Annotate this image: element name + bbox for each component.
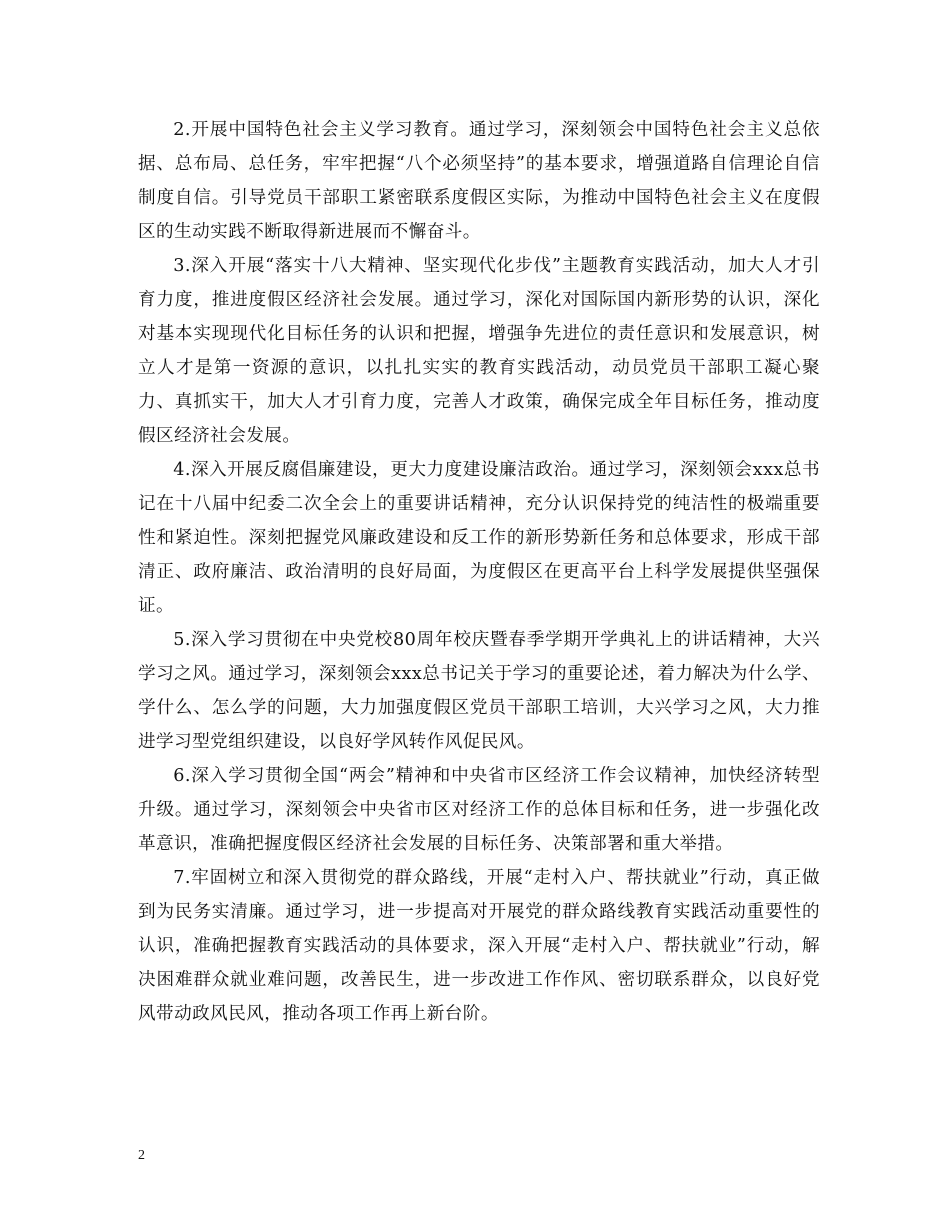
paragraph-item-5: 5.深入学习贯彻在中央党校80周年校庆暨春季学期开学典礼上的讲话精神，大兴学习之风。通过学习，深刻领会xxx总书记关于学习的重要论述，着力解决为什么学、学什么、怎么学的问题，大力加强度假区党员干部职工培训，大兴学习之风，大力推进学习型党组织建设，以良好学风转作风促民风。: [138, 630, 820, 752]
paragraph-item-4: 4.深入开展反腐倡廉建设，更大力度建设廉洁政治。通过学习，深刻领会xxx总书记在十八届中纪委二次全会上的重要讲话精神，充分认识保持党的纯洁性的极端重要性和紧迫性。深刻把握党风廉政建设和反工作的新形势新任务和总体要求，形成干部清正、政府廉洁、政治清明的良好局面，为度假区在更高平台上科学发展提供坚强保证。: [138, 460, 820, 616]
page-number: 2: [138, 1148, 145, 1163]
paragraph-item-6: 6.深入学习贯彻全国“两会”精神和中央省市区经济工作会议精神，加快经济转型升级。通过学习，深刻领会中央省市区对经济工作的总体目标和任务，进一步强化改革意识，准确把握度假区经济社会发展的目标任务、决策部署和重大举措。: [138, 766, 820, 854]
body-text: [138, 113, 820, 1031]
paragraph-item-3: 3.深入开展“落实十八大精神、坚实现代化步伐”主题教育实践活动，加大人才引育力度，推进度假区经济社会发展。通过学习，深化对国际国内新形势的认识，深化对基本实现现代化目标任务的认识和把握，增强争先进位的责任意识和发展意识，树立人才是第一资源的意识，以扎扎实实的教育实践活动，动员党员干部职工凝心聚力、真抓实干，加大人才引育力度，完善人才政策，确保完成全年目标任务，推动度假区经济社会发展。: [138, 256, 820, 446]
paragraph-item-7: 7.牢固树立和深入贯彻党的群众路线，开展“走村入户、帮扶就业”行动，真正做到为民务实清廉。通过学习，进一步提高对开展党的群众路线教育实践活动重要性的认识，准确把握教育实践活动的具体要求，深入开展“走村入户、帮扶就业”行动，解决困难群众就业难问题，改善民生，进一步改进工作作风、密切联系群众，以良好党风带动政风民风，推动各项工作再上新台阶。: [138, 868, 820, 1024]
paragraph-item-2: 2.开展中国特色社会主义学习教育。通过学习，深刻领会中国特色社会主义总依据、总布局、总任务，牢牢把握“八个必须坚持”的基本要求，增强道路自信理论自信制度自信。引导党员干部职工紧密联系度假区实际，为推动中国特色社会主义在度假区的生动实践不断取得新进展而不懈奋斗。: [138, 120, 820, 242]
